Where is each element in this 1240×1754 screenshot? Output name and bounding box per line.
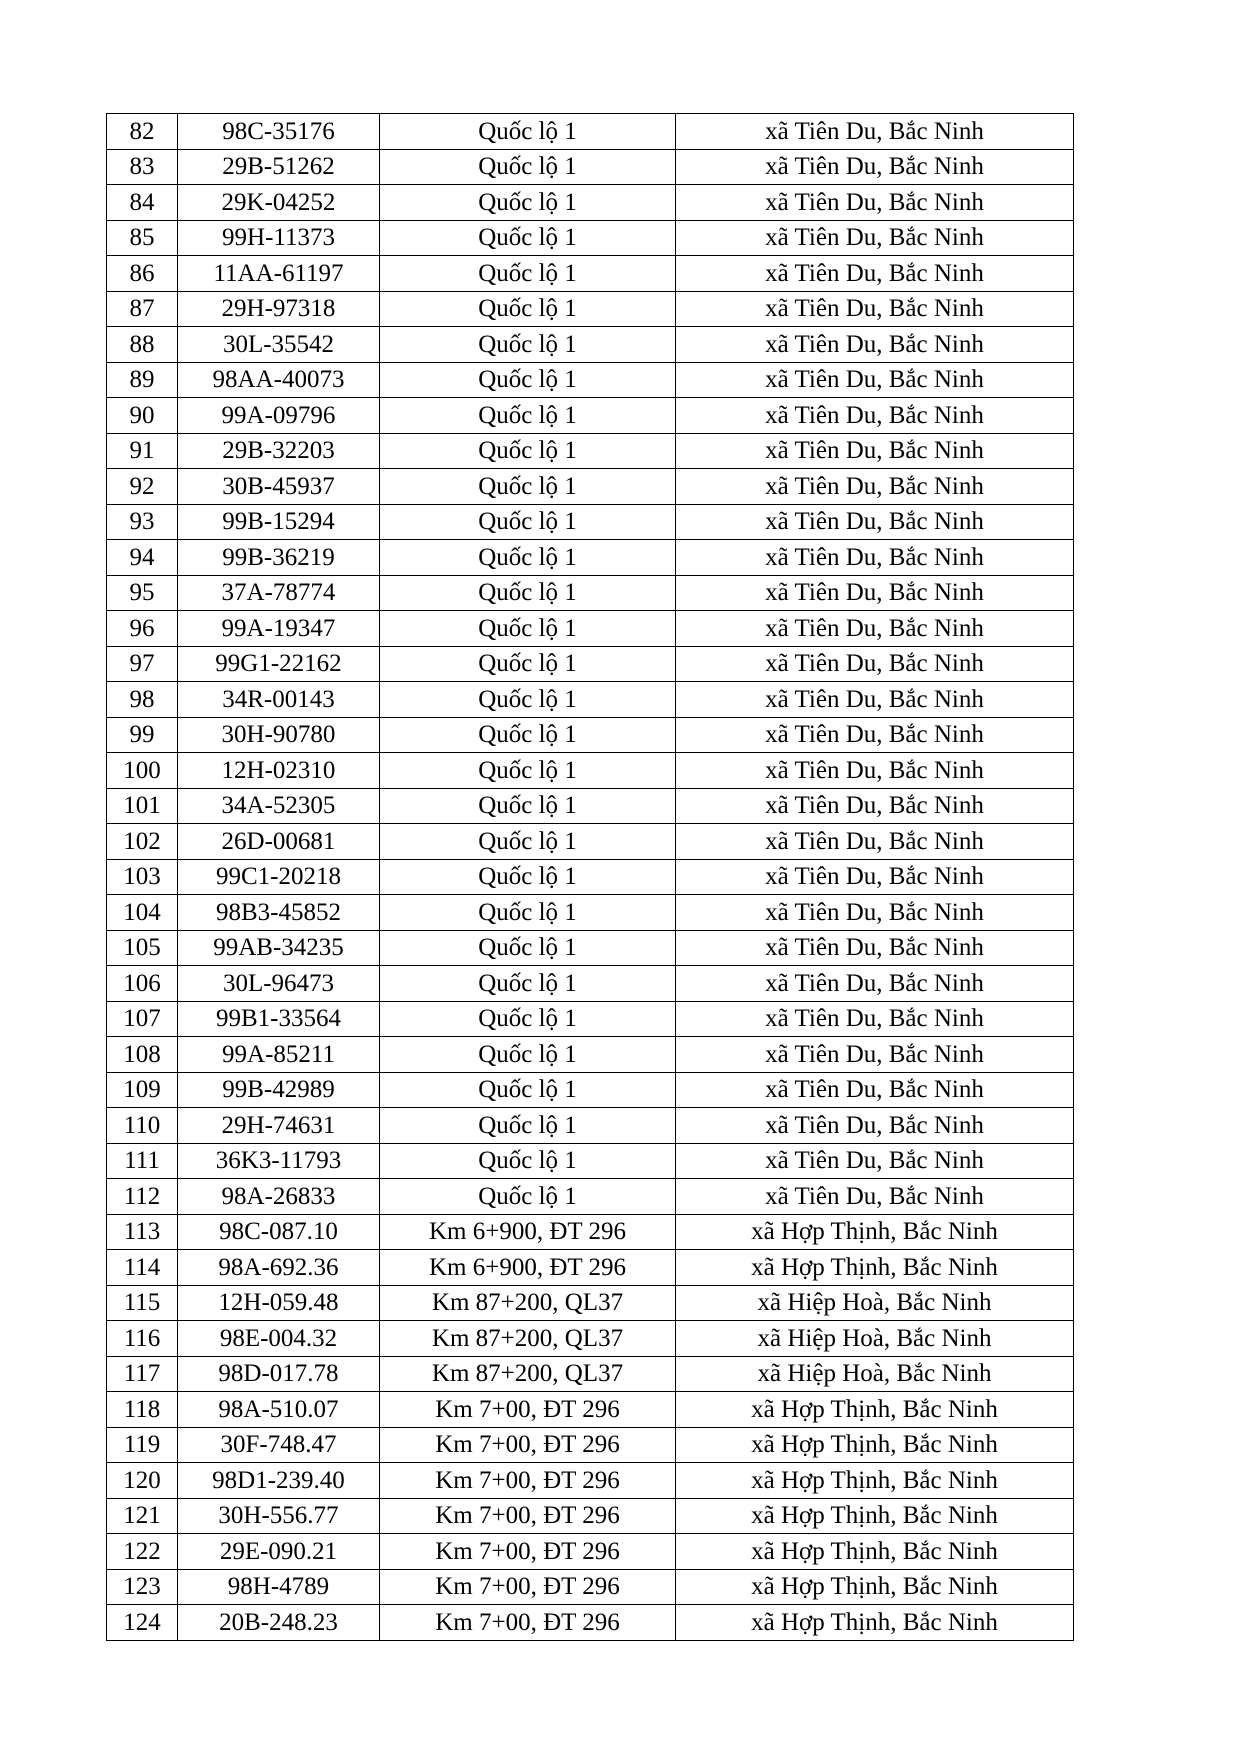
table-row: [107, 1321, 1074, 1357]
violation-location-cell: Quốc lộ 1: [380, 1037, 676, 1073]
violation-location-cell: Quốc lộ 1: [380, 1001, 676, 1037]
license-plate-cell: 30F-748.47: [178, 1427, 380, 1463]
table-row: [107, 1214, 1074, 1250]
violation-location-cell: Km 87+200, QL37: [380, 1321, 676, 1357]
row-number-cell: 99: [107, 717, 178, 753]
area-cell: xã Tiên Du, Bắc Ninh: [676, 717, 1074, 753]
area-cell: xã Tiên Du, Bắc Ninh: [676, 1001, 1074, 1037]
violation-location-cell: Quốc lộ 1: [380, 469, 676, 505]
table-row: [107, 966, 1074, 1002]
row-number-cell: 87: [107, 291, 178, 327]
table-row: [107, 753, 1074, 789]
row-number-cell: 91: [107, 433, 178, 469]
license-plate-cell: 98C-087.10: [178, 1214, 380, 1250]
license-plate-cell: 12H-02310: [178, 753, 380, 789]
license-plate-cell: 99B-42989: [178, 1072, 380, 1108]
table-row: [107, 1392, 1074, 1428]
license-plate-cell: 98C-35176: [178, 114, 380, 150]
license-plate-cell: 99H-11373: [178, 220, 380, 256]
row-number-cell: 94: [107, 540, 178, 576]
area-cell: xã Tiên Du, Bắc Ninh: [676, 362, 1074, 398]
violation-location-cell: Quốc lộ 1: [380, 859, 676, 895]
area-cell: xã Tiên Du, Bắc Ninh: [676, 114, 1074, 150]
area-cell: xã Hợp Thịnh, Bắc Ninh: [676, 1250, 1074, 1286]
violation-location-cell: Quốc lộ 1: [380, 149, 676, 185]
violation-location-cell: Quốc lộ 1: [380, 682, 676, 718]
license-plate-cell: 30H-556.77: [178, 1498, 380, 1534]
row-number-cell: 82: [107, 114, 178, 150]
area-cell: xã Tiên Du, Bắc Ninh: [676, 291, 1074, 327]
violation-location-cell: Km 7+00, ĐT 296: [380, 1392, 676, 1428]
row-number-cell: 97: [107, 646, 178, 682]
table-row: [107, 1179, 1074, 1215]
table-row: [107, 1605, 1074, 1641]
violation-location-cell: Km 7+00, ĐT 296: [380, 1569, 676, 1605]
violation-location-cell: Quốc lộ 1: [380, 1108, 676, 1144]
license-plate-cell: 98A-510.07: [178, 1392, 380, 1428]
table-row: [107, 824, 1074, 860]
row-number-cell: 118: [107, 1392, 178, 1428]
table-row: [107, 1072, 1074, 1108]
violation-location-cell: Quốc lộ 1: [380, 185, 676, 221]
row-number-cell: 83: [107, 149, 178, 185]
license-plate-cell: 29E-090.21: [178, 1534, 380, 1570]
row-number-cell: 88: [107, 327, 178, 363]
violation-location-cell: Km 87+200, QL37: [380, 1356, 676, 1392]
table-row: [107, 1427, 1074, 1463]
table-row: [107, 788, 1074, 824]
row-number-cell: 101: [107, 788, 178, 824]
area-cell: xã Tiên Du, Bắc Ninh: [676, 398, 1074, 434]
license-plate-cell: 37A-78774: [178, 575, 380, 611]
license-plate-cell: 34R-00143: [178, 682, 380, 718]
license-plate-cell: 98D1-239.40: [178, 1463, 380, 1499]
table-row: [107, 1250, 1074, 1286]
area-cell: xã Tiên Du, Bắc Ninh: [676, 824, 1074, 860]
area-cell: xã Tiên Du, Bắc Ninh: [676, 540, 1074, 576]
license-plate-cell: 98AA-40073: [178, 362, 380, 398]
row-number-cell: 90: [107, 398, 178, 434]
table-row: [107, 327, 1074, 363]
area-cell: xã Hợp Thịnh, Bắc Ninh: [676, 1605, 1074, 1641]
row-number-cell: 98: [107, 682, 178, 718]
area-cell: xã Tiên Du, Bắc Ninh: [676, 1037, 1074, 1073]
table-row: [107, 114, 1074, 150]
table-row: [107, 1285, 1074, 1321]
license-plate-cell: 99G1-22162: [178, 646, 380, 682]
table-row: [107, 1569, 1074, 1605]
table-row: [107, 256, 1074, 292]
license-plate-cell: 26D-00681: [178, 824, 380, 860]
area-cell: xã Hiệp Hoà, Bắc Ninh: [676, 1356, 1074, 1392]
area-cell: xã Tiên Du, Bắc Ninh: [676, 1072, 1074, 1108]
row-number-cell: 96: [107, 611, 178, 647]
table-row: [107, 1356, 1074, 1392]
table-row: [107, 930, 1074, 966]
license-plate-cell: 30L-35542: [178, 327, 380, 363]
violation-location-cell: Quốc lộ 1: [380, 540, 676, 576]
row-number-cell: 103: [107, 859, 178, 895]
row-number-cell: 114: [107, 1250, 178, 1286]
violation-location-cell: Quốc lộ 1: [380, 327, 676, 363]
row-number-cell: 102: [107, 824, 178, 860]
license-plate-cell: 98B3-45852: [178, 895, 380, 931]
table-row: [107, 362, 1074, 398]
area-cell: xã Hiệp Hoà, Bắc Ninh: [676, 1285, 1074, 1321]
violation-location-cell: Quốc lộ 1: [380, 930, 676, 966]
area-cell: xã Tiên Du, Bắc Ninh: [676, 753, 1074, 789]
violation-location-cell: Quốc lộ 1: [380, 895, 676, 931]
area-cell: xã Tiên Du, Bắc Ninh: [676, 469, 1074, 505]
table-row: [107, 859, 1074, 895]
violation-location-cell: Km 7+00, ĐT 296: [380, 1534, 676, 1570]
area-cell: xã Tiên Du, Bắc Ninh: [676, 220, 1074, 256]
row-number-cell: 110: [107, 1108, 178, 1144]
row-number-cell: 95: [107, 575, 178, 611]
area-cell: xã Tiên Du, Bắc Ninh: [676, 327, 1074, 363]
row-number-cell: 93: [107, 504, 178, 540]
area-cell: xã Hợp Thịnh, Bắc Ninh: [676, 1427, 1074, 1463]
row-number-cell: 109: [107, 1072, 178, 1108]
violation-location-cell: Quốc lộ 1: [380, 398, 676, 434]
row-number-cell: 108: [107, 1037, 178, 1073]
area-cell: xã Tiên Du, Bắc Ninh: [676, 966, 1074, 1002]
area-cell: xã Tiên Du, Bắc Ninh: [676, 895, 1074, 931]
area-cell: xã Tiên Du, Bắc Ninh: [676, 1108, 1074, 1144]
table-row: [107, 185, 1074, 221]
table-row: [107, 291, 1074, 327]
violation-location-cell: Quốc lộ 1: [380, 824, 676, 860]
license-plate-cell: 29B-51262: [178, 149, 380, 185]
row-number-cell: 105: [107, 930, 178, 966]
violation-location-cell: Quốc lộ 1: [380, 1179, 676, 1215]
row-number-cell: 86: [107, 256, 178, 292]
violation-location-cell: Km 87+200, QL37: [380, 1285, 676, 1321]
row-number-cell: 111: [107, 1143, 178, 1179]
license-plate-cell: 29B-32203: [178, 433, 380, 469]
area-cell: xã Tiên Du, Bắc Ninh: [676, 646, 1074, 682]
violation-location-cell: Quốc lộ 1: [380, 1143, 676, 1179]
row-number-cell: 89: [107, 362, 178, 398]
table-row: [107, 646, 1074, 682]
area-cell: xã Hợp Thịnh, Bắc Ninh: [676, 1569, 1074, 1605]
row-number-cell: 84: [107, 185, 178, 221]
violation-location-cell: Quốc lộ 1: [380, 504, 676, 540]
area-cell: xã Tiên Du, Bắc Ninh: [676, 575, 1074, 611]
row-number-cell: 104: [107, 895, 178, 931]
license-plate-cell: 99B-36219: [178, 540, 380, 576]
license-plate-cell: 29K-04252: [178, 185, 380, 221]
row-number-cell: 116: [107, 1321, 178, 1357]
row-number-cell: 92: [107, 469, 178, 505]
license-plate-cell: 98D-017.78: [178, 1356, 380, 1392]
violation-location-cell: Quốc lộ 1: [380, 433, 676, 469]
license-plate-cell: 11AA-61197: [178, 256, 380, 292]
violation-location-cell: Quốc lộ 1: [380, 362, 676, 398]
area-cell: xã Tiên Du, Bắc Ninh: [676, 149, 1074, 185]
license-plate-cell: 34A-52305: [178, 788, 380, 824]
row-number-cell: 113: [107, 1214, 178, 1250]
row-number-cell: 100: [107, 753, 178, 789]
violation-location-cell: Quốc lộ 1: [380, 717, 676, 753]
license-plate-cell: 99B1-33564: [178, 1001, 380, 1037]
violation-location-cell: Quốc lộ 1: [380, 256, 676, 292]
area-cell: xã Tiên Du, Bắc Ninh: [676, 930, 1074, 966]
row-number-cell: 106: [107, 966, 178, 1002]
table-row: [107, 1108, 1074, 1144]
table-row: [107, 575, 1074, 611]
license-plate-cell: 98A-692.36: [178, 1250, 380, 1286]
row-number-cell: 121: [107, 1498, 178, 1534]
records-table: [106, 113, 1074, 1641]
area-cell: xã Tiên Du, Bắc Ninh: [676, 256, 1074, 292]
row-number-cell: 117: [107, 1356, 178, 1392]
row-number-cell: 112: [107, 1179, 178, 1215]
table-row: [107, 1463, 1074, 1499]
license-plate-cell: 30L-96473: [178, 966, 380, 1002]
license-plate-cell: 29H-97318: [178, 291, 380, 327]
area-cell: xã Hợp Thịnh, Bắc Ninh: [676, 1534, 1074, 1570]
row-number-cell: 120: [107, 1463, 178, 1499]
table-row: [107, 220, 1074, 256]
table-row: [107, 1498, 1074, 1534]
violation-location-cell: Km 7+00, ĐT 296: [380, 1498, 676, 1534]
violation-location-cell: Quốc lộ 1: [380, 788, 676, 824]
table-row: [107, 611, 1074, 647]
table-row: [107, 1001, 1074, 1037]
table-row: [107, 1037, 1074, 1073]
violation-location-cell: Km 7+00, ĐT 296: [380, 1463, 676, 1499]
table-row: [107, 469, 1074, 505]
area-cell: xã Tiên Du, Bắc Ninh: [676, 611, 1074, 647]
area-cell: xã Tiên Du, Bắc Ninh: [676, 682, 1074, 718]
violation-location-cell: Quốc lộ 1: [380, 1072, 676, 1108]
table-row: [107, 504, 1074, 540]
license-plate-cell: 98A-26833: [178, 1179, 380, 1215]
license-plate-cell: 30B-45937: [178, 469, 380, 505]
area-cell: xã Tiên Du, Bắc Ninh: [676, 504, 1074, 540]
table-row: [107, 717, 1074, 753]
violation-location-cell: Quốc lộ 1: [380, 753, 676, 789]
area-cell: xã Tiên Du, Bắc Ninh: [676, 433, 1074, 469]
area-cell: xã Hợp Thịnh, Bắc Ninh: [676, 1463, 1074, 1499]
violation-location-cell: Km 6+900, ĐT 296: [380, 1250, 676, 1286]
area-cell: xã Tiên Du, Bắc Ninh: [676, 859, 1074, 895]
table-row: [107, 540, 1074, 576]
row-number-cell: 119: [107, 1427, 178, 1463]
license-plate-cell: 20B-248.23: [178, 1605, 380, 1641]
area-cell: xã Hiệp Hoà, Bắc Ninh: [676, 1321, 1074, 1357]
violation-location-cell: Quốc lộ 1: [380, 575, 676, 611]
row-number-cell: 107: [107, 1001, 178, 1037]
license-plate-cell: 29H-74631: [178, 1108, 380, 1144]
violation-location-cell: Quốc lộ 1: [380, 646, 676, 682]
violation-location-cell: Km 7+00, ĐT 296: [380, 1427, 676, 1463]
area-cell: xã Tiên Du, Bắc Ninh: [676, 788, 1074, 824]
license-plate-cell: 99A-09796: [178, 398, 380, 434]
table-row: [107, 682, 1074, 718]
license-plate-cell: 36K3-11793: [178, 1143, 380, 1179]
violation-location-cell: Quốc lộ 1: [380, 114, 676, 150]
area-cell: xã Hợp Thịnh, Bắc Ninh: [676, 1214, 1074, 1250]
area-cell: xã Tiên Du, Bắc Ninh: [676, 185, 1074, 221]
license-plate-cell: 12H-059.48: [178, 1285, 380, 1321]
table-row: [107, 149, 1074, 185]
license-plate-cell: 98E-004.32: [178, 1321, 380, 1357]
row-number-cell: 122: [107, 1534, 178, 1570]
area-cell: xã Tiên Du, Bắc Ninh: [676, 1179, 1074, 1215]
records-table-body: [107, 114, 1074, 1641]
violation-location-cell: Quốc lộ 1: [380, 220, 676, 256]
license-plate-cell: 99A-19347: [178, 611, 380, 647]
row-number-cell: 115: [107, 1285, 178, 1321]
table-row: [107, 398, 1074, 434]
license-plate-cell: 99A-85211: [178, 1037, 380, 1073]
violation-location-cell: Quốc lộ 1: [380, 966, 676, 1002]
table-row: [107, 1143, 1074, 1179]
license-plate-cell: 30H-90780: [178, 717, 380, 753]
row-number-cell: 85: [107, 220, 178, 256]
violation-location-cell: Km 6+900, ĐT 296: [380, 1214, 676, 1250]
row-number-cell: 124: [107, 1605, 178, 1641]
violation-location-cell: Quốc lộ 1: [380, 611, 676, 647]
violation-location-cell: Quốc lộ 1: [380, 291, 676, 327]
license-plate-cell: 99AB-34235: [178, 930, 380, 966]
table-row: [107, 1534, 1074, 1570]
area-cell: xã Hợp Thịnh, Bắc Ninh: [676, 1498, 1074, 1534]
area-cell: xã Tiên Du, Bắc Ninh: [676, 1143, 1074, 1179]
violation-location-cell: Km 7+00, ĐT 296: [380, 1605, 676, 1641]
license-plate-cell: 99C1-20218: [178, 859, 380, 895]
license-plate-cell: 98H-4789: [178, 1569, 380, 1605]
license-plate-cell: 99B-15294: [178, 504, 380, 540]
row-number-cell: 123: [107, 1569, 178, 1605]
table-row: [107, 895, 1074, 931]
table-row: [107, 433, 1074, 469]
area-cell: xã Hợp Thịnh, Bắc Ninh: [676, 1392, 1074, 1428]
